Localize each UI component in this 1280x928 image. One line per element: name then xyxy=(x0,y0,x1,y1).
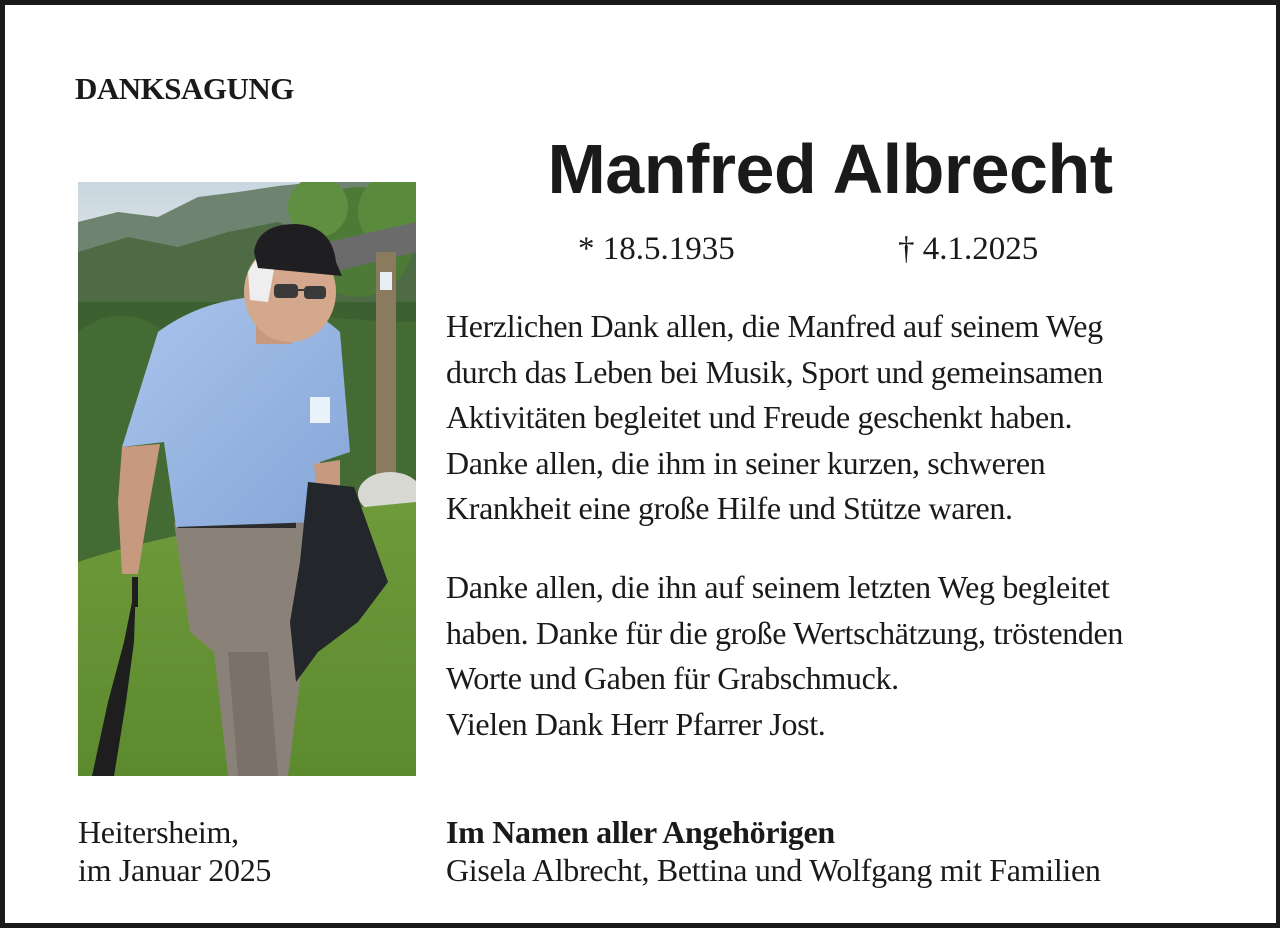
place-line: im Januar 2025 xyxy=(78,852,272,888)
signature-names: Gisela Albrecht, Bettina und Wolfgang mit Familien xyxy=(446,852,1101,888)
signature xyxy=(446,813,1101,889)
paragraph-line: Danke allen, die ihn auf seinem letzten Weg begleitet xyxy=(446,569,1110,605)
paragraph-line: haben. Danke für die große Wertschätzung, tröstenden xyxy=(446,614,1124,651)
place-line: Heitersheim, xyxy=(78,814,239,850)
deceased-name: Manfred Albrecht xyxy=(547,130,1113,208)
paragraph-line: Vielen Dank Herr Pfarrer Jost. xyxy=(446,705,826,742)
paragraph-line: Herzlichen Dank allen, die Manfred auf seinem Weg xyxy=(446,308,1103,344)
gratitude-paragraph-2 xyxy=(446,565,1246,747)
signature-title: Im Namen aller Angehörigen xyxy=(446,814,835,850)
death-date: † 4.1.2025 xyxy=(898,231,1039,267)
notice-heading: DANKSAGUNG xyxy=(75,71,294,106)
paragraph-line: Krankheit eine große Hilfe und Stütze waren. xyxy=(446,490,1013,526)
birth-date: * 18.5.1935 xyxy=(578,231,735,267)
paragraph-line: Danke allen, die ihm in seiner kurzen, schweren xyxy=(446,444,1046,481)
paragraph-line: durch das Leben bei Musik, Sport und gemeinsamen xyxy=(446,353,1103,390)
place-and-date xyxy=(78,813,271,889)
portrait-photo xyxy=(78,182,416,776)
paragraph-line: Aktivitäten begleitet und Freude geschenkt haben. xyxy=(446,399,1073,435)
paragraph-line: Worte und Gaben für Grabschmuck. xyxy=(446,660,899,696)
gratitude-paragraph-1 xyxy=(446,304,1246,532)
